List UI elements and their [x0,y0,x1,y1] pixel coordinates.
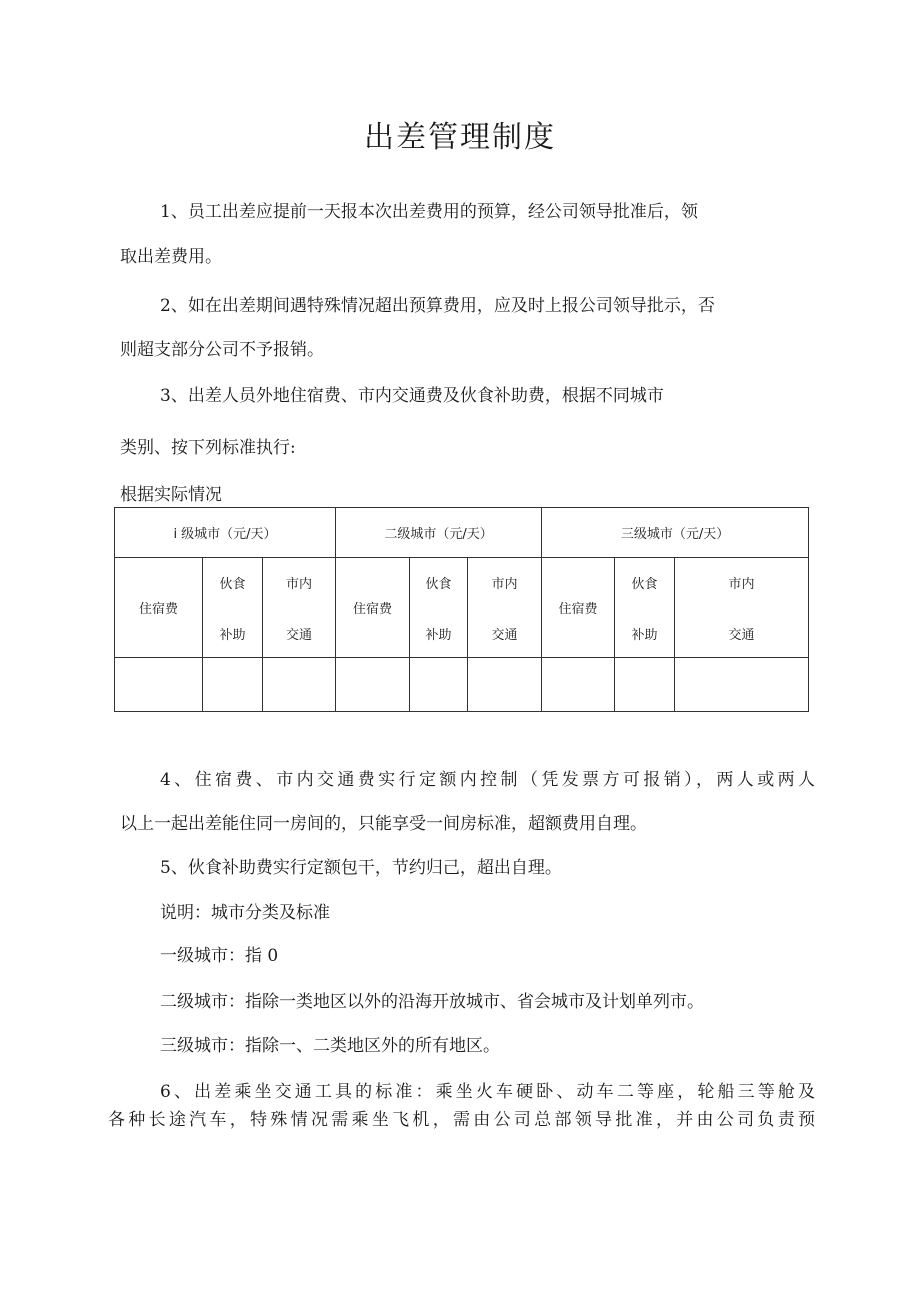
header-meal-top: 伙食 [219,576,246,592]
header-meal-bottom: 补助 [631,627,658,643]
header-meal-top: 伙食 [425,576,452,592]
allowance-standard-table [114,507,809,712]
header-transport-top: 市内 [286,576,313,592]
header-city-transport [675,558,809,658]
header-lodging: 住宿费 [542,558,615,658]
document-title: 出差管理制度 [364,120,556,155]
header-city-transport [468,558,542,658]
paragraph-1-line-1: 1、员工出差应提前一天报本次出差费用的预算，经公司领导批准后，领 [160,202,698,222]
header-meal-bottom: 补助 [219,627,246,643]
table-cell-empty [675,658,809,712]
table-cell-empty [263,658,336,712]
table-cell-empty [410,658,468,712]
paragraph-3-line-2: 类别、按下列标准执行: [120,438,296,458]
table-cell-empty [468,658,542,712]
header-transport-top: 市内 [728,576,755,592]
paragraph-2-line-1: 2、如在出差期间遇特殊情况超出预算费用，应及时上报公司领导批示，否 [160,296,715,316]
header-lodging: 住宿费 [115,558,203,658]
header-meal-allowance [203,558,263,658]
header-tier1-city: i 级城市（元/天） [115,508,336,558]
paragraph-3-line-1: 3、出差人员外地住宿费、市内交通费及伙食补助费，根据不同城市 [160,386,664,406]
table-cell-empty [615,658,675,712]
paragraph-6-line-1: 6、出差乘坐交通工具的标准：乘坐火车硬卧、动车二等座，轮船三等舱及 [160,1082,815,1102]
tier1-definition: 一级城市：指 0 [160,946,279,966]
header-city-transport [263,558,336,658]
paragraph-2-line-2: 则超支部分公司不予报销。 [120,340,324,360]
header-lodging: 住宿费 [336,558,410,658]
tier2-definition: 二级城市：指除一类地区以外的沿海开放城市、省会城市及计划单列市。 [160,992,704,1012]
header-meal-bottom: 补助 [425,627,452,643]
paragraph-6-line-2: 各种长途汽车，特殊情况需乘坐飞机，需由公司总部领导批准，并由公司负责预 [108,1110,815,1130]
header-meal-allowance [410,558,468,658]
table-cell-empty [203,658,263,712]
paragraph-5: 5、伙食补助费实行定额包干，节约归己，超出自理。 [160,858,562,878]
paragraph-1-line-2: 取出差费用。 [120,247,222,267]
header-tier3-city: 三级城市（元/天） [542,508,809,558]
header-transport-bottom: 交通 [728,627,755,643]
table-cell-empty [115,658,203,712]
header-transport-bottom: 交通 [491,627,518,643]
header-tier2-city: 二级城市（元/天） [336,508,542,558]
table-cell-empty [336,658,410,712]
paragraph-4-line-1: 4、住宿费、市内交通费实行定额内控制（凭发票方可报销），两人或两人 [160,770,815,790]
table-cell-empty [542,658,615,712]
header-meal-allowance [615,558,675,658]
tier3-definition: 三级城市：指除一、二类地区外的所有地区。 [160,1036,500,1056]
note-title: 说明：城市分类及标准 [160,903,330,923]
table-caption: 根据实际情况 [120,485,222,505]
header-transport-top: 市内 [491,576,518,592]
paragraph-4-line-2: 以上一起出差能住同一房间的，只能享受一间房标准，超额费用自理。 [120,814,647,834]
header-transport-bottom: 交通 [286,627,313,643]
header-meal-top: 伙食 [631,576,658,592]
